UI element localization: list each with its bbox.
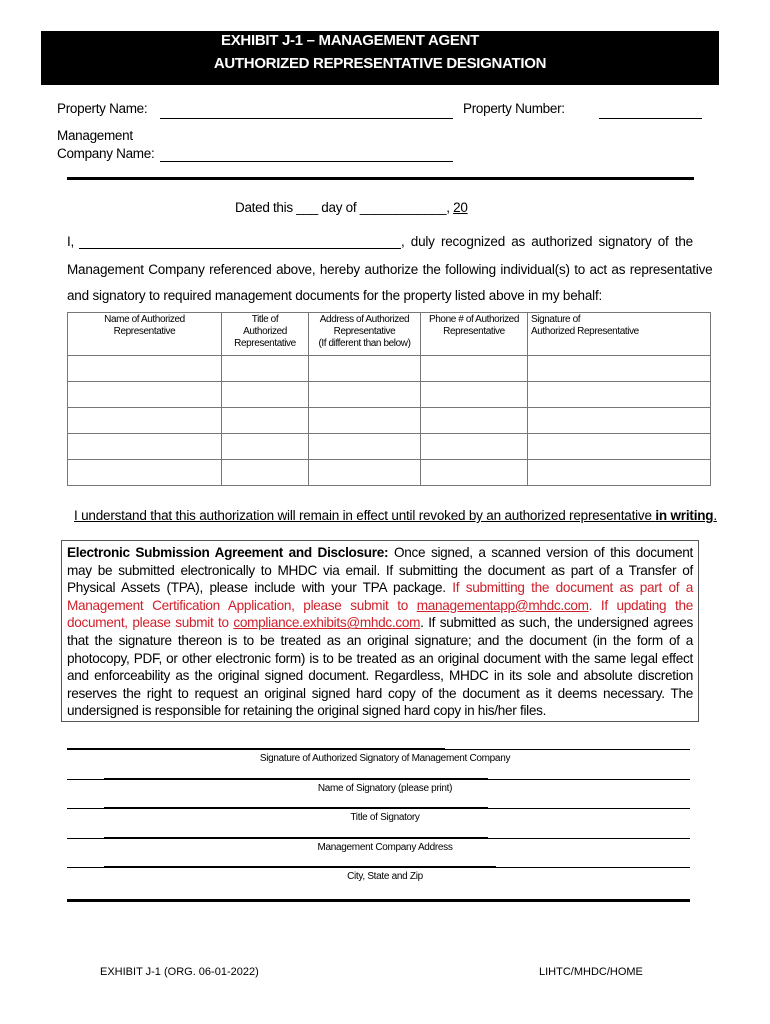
table-cell[interactable] <box>528 460 711 486</box>
signatory-title-caption: Title of Signatory <box>350 812 420 823</box>
city-state-zip-caption: City, State and Zip <box>347 871 423 882</box>
table-cell[interactable] <box>421 356 528 382</box>
table-cell[interactable] <box>222 434 309 460</box>
header-text: Name of Authorized <box>104 314 185 325</box>
company-address-line[interactable] <box>67 838 690 839</box>
footer-left: EXHIBIT J-1 (ORG. 06-01-2022) <box>100 966 259 978</box>
exhibit-header <box>41 31 719 85</box>
table-cell[interactable] <box>68 408 222 434</box>
table-cell[interactable] <box>68 434 222 460</box>
understand-text: I understand that this authorization will remain in effect until revoked by an authorized representative <box>74 508 656 523</box>
header-text: Signature of <box>531 314 581 325</box>
electronic-submission-box <box>61 540 699 722</box>
company-address-line-accent <box>104 837 488 838</box>
header-text: Authorized Representative <box>531 326 639 337</box>
column-header-name <box>68 313 222 356</box>
understand-bold: in writing <box>655 508 714 523</box>
bottom-divider <box>67 899 690 902</box>
authorization-line1: , duly recognized as authorized signatory of the <box>401 234 693 249</box>
table-cell[interactable] <box>309 356 421 382</box>
signatory-title-line-accent <box>104 807 488 808</box>
table-row <box>68 382 711 408</box>
signatory-title-line[interactable] <box>67 808 690 809</box>
table-row <box>68 434 711 460</box>
header-text: Representative <box>443 326 505 337</box>
management-label-line2: Company Name: <box>57 146 155 161</box>
management-company-name-field[interactable] <box>160 161 453 162</box>
authorization-i: I, <box>67 234 75 249</box>
property-number-field[interactable] <box>599 118 702 119</box>
company-address-caption: Management Company Address <box>317 842 453 853</box>
agreement-text-2: . If submitted as such, the undersigned agrees that the signature thereon is to be treated as an original signature; and the document (in the form of a photocopy, PDF, or other electronic form) is to be treated as an original document with the same legal effect and enforceability as the original signed document. Regardless, MHDC in its sole and absolute discretion reserves the right to request an original signed hard copy of the document as it deems necessary. The undersigned is responsible for retaining the original signed hard copy in his/her files. <box>67 615 693 719</box>
column-header-title <box>222 313 309 356</box>
authorization-line2: Management Company referenced above, hereby authorize the following individual(s) to act as representative <box>67 262 713 277</box>
table-cell[interactable] <box>528 408 711 434</box>
agreement-red-text-2: . If updating the document, please submit to <box>67 597 693 631</box>
understand-statement <box>74 508 717 523</box>
table-cell[interactable] <box>222 382 309 408</box>
signatory-name-field[interactable] <box>79 248 401 249</box>
table-cell[interactable] <box>309 434 421 460</box>
column-header-address <box>309 313 421 356</box>
section-divider <box>67 177 694 180</box>
table-cell[interactable] <box>309 408 421 434</box>
property-name-label: Property Name: <box>57 101 148 116</box>
header-text: (If different than below) <box>318 338 411 349</box>
table-cell[interactable] <box>222 408 309 434</box>
property-name-field[interactable] <box>160 118 453 119</box>
table-cell[interactable] <box>222 356 309 382</box>
table-cell[interactable] <box>528 434 711 460</box>
dated-text: Dated this ___ day of ____________, <box>235 200 454 215</box>
property-number-label: Property Number: <box>463 101 565 116</box>
management-app-email-link[interactable]: managementapp@mhdc.com <box>416 597 589 613</box>
table-cell[interactable] <box>421 460 528 486</box>
header-text: Representative <box>113 326 176 337</box>
city-state-zip-line[interactable] <box>67 867 690 868</box>
column-header-phone <box>421 313 528 356</box>
agreement-red-text-1: If submitting the document as part of a Management Certification Application, please submit to <box>67 580 693 613</box>
table-row <box>68 460 711 486</box>
agreement-paragraph <box>62 541 698 723</box>
dated-year: 20 <box>453 200 468 215</box>
signatory-name-line-accent <box>104 778 488 779</box>
header-text: Title of <box>251 314 279 325</box>
header-title-line2: AUTHORIZED REPRESENTATIVE DESIGNATION <box>213 55 547 72</box>
table-cell[interactable] <box>68 460 222 486</box>
table-cell[interactable] <box>528 382 711 408</box>
signature-line[interactable] <box>67 749 690 750</box>
table-cell[interactable] <box>528 356 711 382</box>
agreement-title: Electronic Submission Agreement and Disclosure: <box>67 545 389 560</box>
representatives-table <box>67 312 711 486</box>
authorization-line3: and signatory to required management documents for the property listed above in my behalf: <box>67 288 603 303</box>
table-cell[interactable] <box>421 434 528 460</box>
compliance-email-link[interactable]: compliance.exhibits@mhdc.com <box>233 615 421 631</box>
header-text: Address of Authorized <box>319 314 410 325</box>
header-title-line1: EXHIBIT J-1 – MANAGEMENT AGENT <box>221 32 479 49</box>
header-text: Representative <box>333 326 396 337</box>
header-text: Phone # of Authorized <box>428 314 519 325</box>
table-header-row <box>68 313 711 356</box>
table-cell[interactable] <box>68 356 222 382</box>
table-cell[interactable] <box>309 460 421 486</box>
management-label-line1: Management <box>57 128 133 143</box>
header-text: Authorized <box>243 326 287 337</box>
table-row <box>68 408 711 434</box>
understand-end: . <box>713 508 717 523</box>
signature-caption: Signature of Authorized Signatory of Management Company <box>259 753 511 764</box>
table-cell[interactable] <box>421 408 528 434</box>
signatory-name-caption: Name of Signatory (please print) <box>317 783 453 794</box>
table-cell[interactable] <box>421 382 528 408</box>
dated-line <box>235 200 468 215</box>
signatory-name-line[interactable] <box>67 779 690 780</box>
column-header-signature <box>528 313 711 356</box>
table-cell[interactable] <box>222 460 309 486</box>
agreement-text-1: Once signed, a scanned version of this document may be submitted electronically to MHDC via email. If submitting the document as part of a Transfer of Physical Assets (TPA), please include with your TPA package. <box>67 545 694 596</box>
footer-right: LIHTC/MHDC/HOME <box>539 966 643 978</box>
table-row <box>68 356 711 382</box>
city-state-zip-line-accent <box>104 866 496 867</box>
signature-line-accent <box>67 748 445 749</box>
table-cell[interactable] <box>68 382 222 408</box>
table-cell[interactable] <box>309 382 421 408</box>
header-text: Representative <box>234 338 296 349</box>
